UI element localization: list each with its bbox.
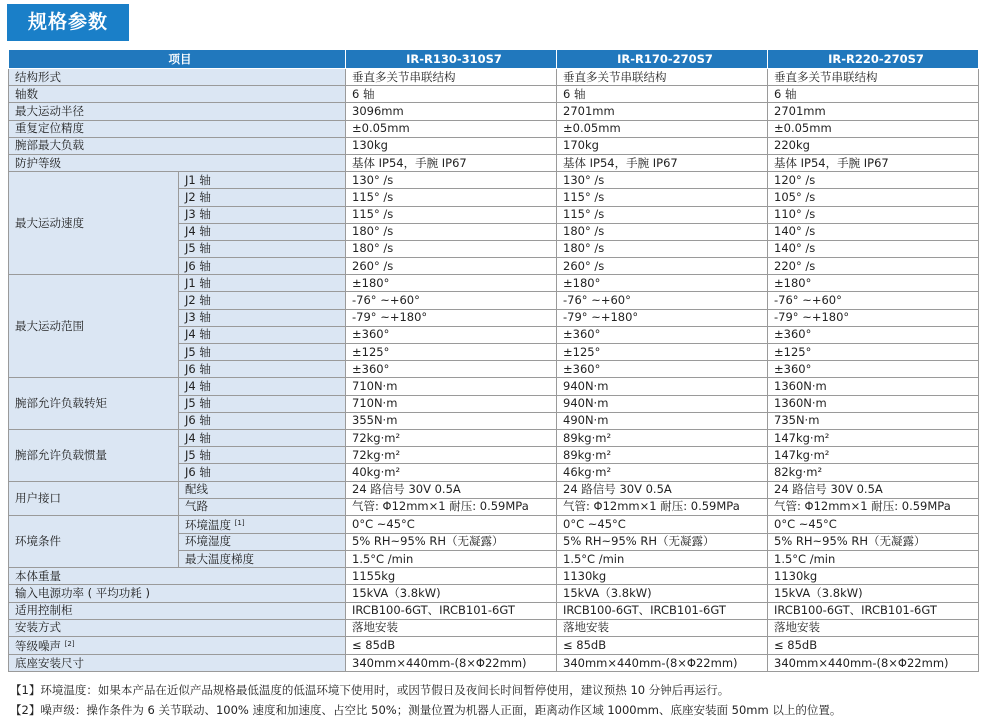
sub-label bbox=[179, 326, 346, 343]
sub-label bbox=[179, 292, 346, 309]
value-cell: 垂直多关节串联结构 bbox=[346, 69, 557, 86]
value-cell: 340mm×440mm-(8×Φ22mm) bbox=[346, 655, 557, 672]
group-label: 最大运动范围 bbox=[9, 275, 179, 378]
value-cell: 40kg·m² bbox=[346, 464, 557, 481]
sub-label bbox=[179, 412, 346, 429]
sub-label bbox=[179, 515, 346, 533]
value-cell: 260° /s bbox=[346, 258, 557, 275]
value-cell: 110° /s bbox=[768, 206, 979, 223]
sub-label bbox=[179, 464, 346, 481]
row-label-text: 适用控制柜 bbox=[15, 603, 73, 618]
row-label-text: 结构形式 bbox=[15, 69, 61, 84]
value-cell: -76° ~+60° bbox=[768, 292, 979, 309]
row-label bbox=[9, 103, 346, 120]
value-cell: 气管: Φ12mm×1 耐压: 0.59MPa bbox=[346, 498, 557, 515]
row-label-text: 腕部最大负载 bbox=[15, 138, 84, 153]
value-cell: 24 路信号 30V 0.5A bbox=[768, 481, 979, 498]
value-cell: 0°C ~45°C bbox=[346, 515, 557, 533]
row-label-text: 本体重量 bbox=[15, 568, 61, 583]
row-label-text: J3 轴 bbox=[185, 207, 211, 222]
table-row bbox=[9, 515, 979, 533]
value-cell: ±360° bbox=[557, 326, 768, 343]
row-label-text: 安装方式 bbox=[15, 620, 61, 635]
value-cell: 355N·m bbox=[346, 412, 557, 429]
value-cell: 24 路信号 30V 0.5A bbox=[346, 481, 557, 498]
value-cell: ±125° bbox=[346, 344, 557, 361]
row-label-text: 最大温度梯度 bbox=[185, 551, 254, 566]
value-cell: 6 轴 bbox=[346, 86, 557, 103]
row-label bbox=[9, 154, 346, 171]
value-cell: 130kg bbox=[346, 137, 557, 154]
value-cell: ±360° bbox=[346, 326, 557, 343]
sub-label bbox=[179, 378, 346, 395]
value-cell: 220° /s bbox=[768, 258, 979, 275]
table-row bbox=[9, 568, 979, 585]
row-label-text: J2 轴 bbox=[185, 293, 211, 308]
row-label-text: J4 轴 bbox=[185, 430, 211, 445]
row-label bbox=[9, 86, 346, 103]
row-label bbox=[9, 137, 346, 154]
sub-label bbox=[179, 395, 346, 412]
value-cell: 115° /s bbox=[557, 206, 768, 223]
group-label: 腕部允许负载惯量 bbox=[9, 429, 179, 481]
value-cell: 24 路信号 30V 0.5A bbox=[557, 481, 768, 498]
value-cell: ≤ 85dB bbox=[346, 637, 557, 655]
row-label-text: J3 轴 bbox=[185, 310, 211, 325]
row-label bbox=[9, 568, 346, 585]
value-cell: 710N·m bbox=[346, 378, 557, 395]
value-cell: 115° /s bbox=[346, 189, 557, 206]
sub-label bbox=[179, 172, 346, 189]
value-cell: 260° /s bbox=[557, 258, 768, 275]
value-cell: 1130kg bbox=[557, 568, 768, 585]
value-cell: 15kVA（3.8kW) bbox=[557, 585, 768, 602]
row-label-text: J5 轴 bbox=[185, 396, 211, 411]
value-cell: 6 轴 bbox=[768, 86, 979, 103]
row-label-text: 等级噪声 bbox=[15, 639, 61, 653]
table-body bbox=[9, 69, 979, 672]
row-label-text: J4 轴 bbox=[185, 378, 211, 393]
value-cell: ±125° bbox=[768, 344, 979, 361]
footnote-ref: [1] bbox=[234, 518, 245, 527]
value-cell: 72kg·m² bbox=[346, 429, 557, 446]
value-cell: 基体 IP54，手腕 IP67 bbox=[346, 154, 557, 171]
row-label-text: J1 轴 bbox=[185, 275, 211, 290]
value-cell: ±180° bbox=[346, 275, 557, 292]
value-cell: ±0.05mm bbox=[346, 120, 557, 137]
header-model-2: IR-R170-270S7 bbox=[557, 50, 768, 69]
value-cell: 1155kg bbox=[346, 568, 557, 585]
value-cell: 落地安装 bbox=[768, 619, 979, 636]
value-cell: 89kg·m² bbox=[557, 429, 768, 446]
value-cell: 180° /s bbox=[557, 240, 768, 257]
value-cell: ±360° bbox=[768, 326, 979, 343]
value-cell: -76° ~+60° bbox=[346, 292, 557, 309]
value-cell: 基体 IP54，手腕 IP67 bbox=[557, 154, 768, 171]
value-cell: 82kg·m² bbox=[768, 464, 979, 481]
row-label bbox=[9, 120, 346, 137]
row-label-text: J5 轴 bbox=[185, 447, 211, 462]
value-cell: 180° /s bbox=[557, 223, 768, 240]
sub-label bbox=[179, 275, 346, 292]
value-cell: 5% RH~95% RH（无凝露） bbox=[768, 533, 979, 550]
value-cell: 340mm×440mm-(8×Φ22mm) bbox=[768, 655, 979, 672]
value-cell: ±360° bbox=[557, 361, 768, 378]
footnote-2: 【2】噪声级：操作条件为 6 关节联动、100% 速度和加速度、占空比 50%；测量位置为机器人正面，距离动作区域 1000mm、底座安装面 50mm 以上的位置。 bbox=[10, 703, 842, 717]
value-cell: -79° ~+180° bbox=[557, 309, 768, 326]
table-row bbox=[9, 585, 979, 602]
value-cell: 气管: Φ12mm×1 耐压: 0.59MPa bbox=[557, 498, 768, 515]
value-cell: ±180° bbox=[768, 275, 979, 292]
row-label-text: 重复定位精度 bbox=[15, 121, 84, 136]
value-cell: 140° /s bbox=[768, 240, 979, 257]
spec-table bbox=[8, 49, 979, 672]
table-row bbox=[9, 481, 979, 498]
value-cell: 940N·m bbox=[557, 378, 768, 395]
value-cell: 2701mm bbox=[768, 103, 979, 120]
table-row bbox=[9, 378, 979, 395]
sub-label bbox=[179, 206, 346, 223]
value-cell: ±360° bbox=[768, 361, 979, 378]
value-cell: 5% RH~95% RH（无凝露） bbox=[557, 533, 768, 550]
table-row bbox=[9, 429, 979, 446]
table-row bbox=[9, 137, 979, 154]
footnote-1: 【1】环境温度：如果本产品在近似产品规格最低温度的低温环境下使用时，或因节假日及夜间长时间暂停使用，建议预热 10 分钟后再运行。 bbox=[10, 683, 730, 697]
value-cell: 130° /s bbox=[557, 172, 768, 189]
value-cell: 落地安装 bbox=[346, 619, 557, 636]
sub-label bbox=[179, 551, 346, 568]
page-title: 规格参数 bbox=[7, 4, 129, 41]
value-cell: ±0.05mm bbox=[768, 120, 979, 137]
value-cell: 1.5°C /min bbox=[768, 551, 979, 568]
row-label bbox=[9, 637, 346, 655]
value-cell: 15kVA（3.8kW) bbox=[346, 585, 557, 602]
sub-label bbox=[179, 223, 346, 240]
row-label-text: 防护等级 bbox=[15, 155, 61, 170]
value-cell: 105° /s bbox=[768, 189, 979, 206]
row-label-text: J6 轴 bbox=[185, 464, 211, 479]
value-cell: 180° /s bbox=[346, 240, 557, 257]
value-cell: 气管: Φ12mm×1 耐压: 0.59MPa bbox=[768, 498, 979, 515]
table-row bbox=[9, 120, 979, 137]
row-label-text: J6 轴 bbox=[185, 413, 211, 428]
row-label-text: J1 轴 bbox=[185, 172, 211, 187]
value-cell: 1360N·m bbox=[768, 395, 979, 412]
row-label-text: J6 轴 bbox=[185, 361, 211, 376]
group-label: 用户接口 bbox=[9, 481, 179, 515]
value-cell: 3096mm bbox=[346, 103, 557, 120]
value-cell: 落地安装 bbox=[557, 619, 768, 636]
table-row bbox=[9, 619, 979, 636]
table-row bbox=[9, 655, 979, 672]
value-cell: 1.5°C /min bbox=[557, 551, 768, 568]
value-cell: 490N·m bbox=[557, 412, 768, 429]
table-row bbox=[9, 602, 979, 619]
header-model-1: IR-R130-310S7 bbox=[346, 50, 557, 69]
value-cell: 170kg bbox=[557, 137, 768, 154]
value-cell: 5% RH~95% RH（无凝露） bbox=[346, 533, 557, 550]
value-cell: -79° ~+180° bbox=[768, 309, 979, 326]
value-cell: 147kg·m² bbox=[768, 447, 979, 464]
sub-label bbox=[179, 240, 346, 257]
value-cell: 220kg bbox=[768, 137, 979, 154]
row-label-text: 气路 bbox=[185, 499, 208, 514]
row-label-text: 轴数 bbox=[15, 86, 38, 101]
group-label: 最大运动速度 bbox=[9, 172, 179, 275]
row-label-text: J5 轴 bbox=[185, 241, 211, 256]
value-cell: IRCB100-6GT、IRCB101-6GT bbox=[346, 602, 557, 619]
value-cell: 46kg·m² bbox=[557, 464, 768, 481]
sub-label bbox=[179, 447, 346, 464]
value-cell: ±180° bbox=[557, 275, 768, 292]
header-model-3: IR-R220-270S7 bbox=[768, 50, 979, 69]
row-label-text: J6 轴 bbox=[185, 258, 211, 273]
value-cell: 垂直多关节串联结构 bbox=[557, 69, 768, 86]
value-cell: -79° ~+180° bbox=[346, 309, 557, 326]
value-cell: 1360N·m bbox=[768, 378, 979, 395]
row-label-text: J4 轴 bbox=[185, 327, 211, 342]
value-cell: 2701mm bbox=[557, 103, 768, 120]
row-label bbox=[9, 585, 346, 602]
row-label-text: 输入电源功率 ( 平均功耗 ) bbox=[15, 586, 150, 601]
row-label-text: 底座安装尺寸 bbox=[15, 655, 84, 670]
value-cell: 89kg·m² bbox=[557, 447, 768, 464]
value-cell: 180° /s bbox=[346, 223, 557, 240]
value-cell: 15kVA（3.8kW) bbox=[768, 585, 979, 602]
row-label-text: 最大运动半径 bbox=[15, 103, 84, 118]
group-label: 腕部允许负载转矩 bbox=[9, 378, 179, 430]
footnote-ref: [2] bbox=[64, 640, 75, 648]
row-label bbox=[9, 602, 346, 619]
table-row bbox=[9, 86, 979, 103]
value-cell: 340mm×440mm-(8×Φ22mm) bbox=[557, 655, 768, 672]
value-cell: 130° /s bbox=[346, 172, 557, 189]
value-cell: -76° ~+60° bbox=[557, 292, 768, 309]
row-label-text: 配线 bbox=[185, 482, 208, 497]
value-cell: 基体 IP54，手腕 IP67 bbox=[768, 154, 979, 171]
row-label bbox=[9, 655, 346, 672]
value-cell: 120° /s bbox=[768, 172, 979, 189]
row-label bbox=[9, 69, 346, 86]
sub-label bbox=[179, 533, 346, 550]
value-cell: 1.5°C /min bbox=[346, 551, 557, 568]
table-row bbox=[9, 154, 979, 171]
value-cell: 0°C ~45°C bbox=[768, 515, 979, 533]
value-cell: IRCB100-6GT、IRCB101-6GT bbox=[557, 602, 768, 619]
row-label-text: J4 轴 bbox=[185, 224, 211, 239]
header-item: 项目 bbox=[9, 50, 346, 69]
sub-label bbox=[179, 361, 346, 378]
value-cell: 垂直多关节串联结构 bbox=[768, 69, 979, 86]
sub-label bbox=[179, 344, 346, 361]
value-cell: 710N·m bbox=[346, 395, 557, 412]
row-label-text: 环境湿度 bbox=[185, 534, 231, 549]
row-label-text: J2 轴 bbox=[185, 189, 211, 204]
table-row bbox=[9, 637, 979, 655]
footnotes bbox=[10, 680, 985, 720]
value-cell: ≤ 85dB bbox=[557, 637, 768, 655]
table-header-row bbox=[9, 50, 979, 69]
value-cell: ≤ 85dB bbox=[768, 637, 979, 655]
value-cell: 0°C ~45°C bbox=[557, 515, 768, 533]
sub-label bbox=[179, 309, 346, 326]
value-cell: 940N·m bbox=[557, 395, 768, 412]
value-cell: 72kg·m² bbox=[346, 447, 557, 464]
value-cell: 735N·m bbox=[768, 412, 979, 429]
table-row bbox=[9, 69, 979, 86]
sub-label bbox=[179, 429, 346, 446]
value-cell: ±125° bbox=[557, 344, 768, 361]
value-cell: ±360° bbox=[346, 361, 557, 378]
value-cell: IRCB100-6GT、IRCB101-6GT bbox=[768, 602, 979, 619]
row-label-text: 环境温度 bbox=[185, 517, 231, 532]
sub-label bbox=[179, 258, 346, 275]
table-row bbox=[9, 275, 979, 292]
value-cell: 147kg·m² bbox=[768, 429, 979, 446]
sub-label bbox=[179, 498, 346, 515]
value-cell: 115° /s bbox=[557, 189, 768, 206]
row-label bbox=[9, 619, 346, 636]
value-cell: ±0.05mm bbox=[557, 120, 768, 137]
table-row bbox=[9, 103, 979, 120]
value-cell: 115° /s bbox=[346, 206, 557, 223]
value-cell: 140° /s bbox=[768, 223, 979, 240]
sub-label bbox=[179, 481, 346, 498]
value-cell: 1130kg bbox=[768, 568, 979, 585]
value-cell: 6 轴 bbox=[557, 86, 768, 103]
group-label: 环境条件 bbox=[9, 515, 179, 567]
sub-label bbox=[179, 189, 346, 206]
table-row bbox=[9, 172, 979, 189]
row-label-text: J5 轴 bbox=[185, 344, 211, 359]
